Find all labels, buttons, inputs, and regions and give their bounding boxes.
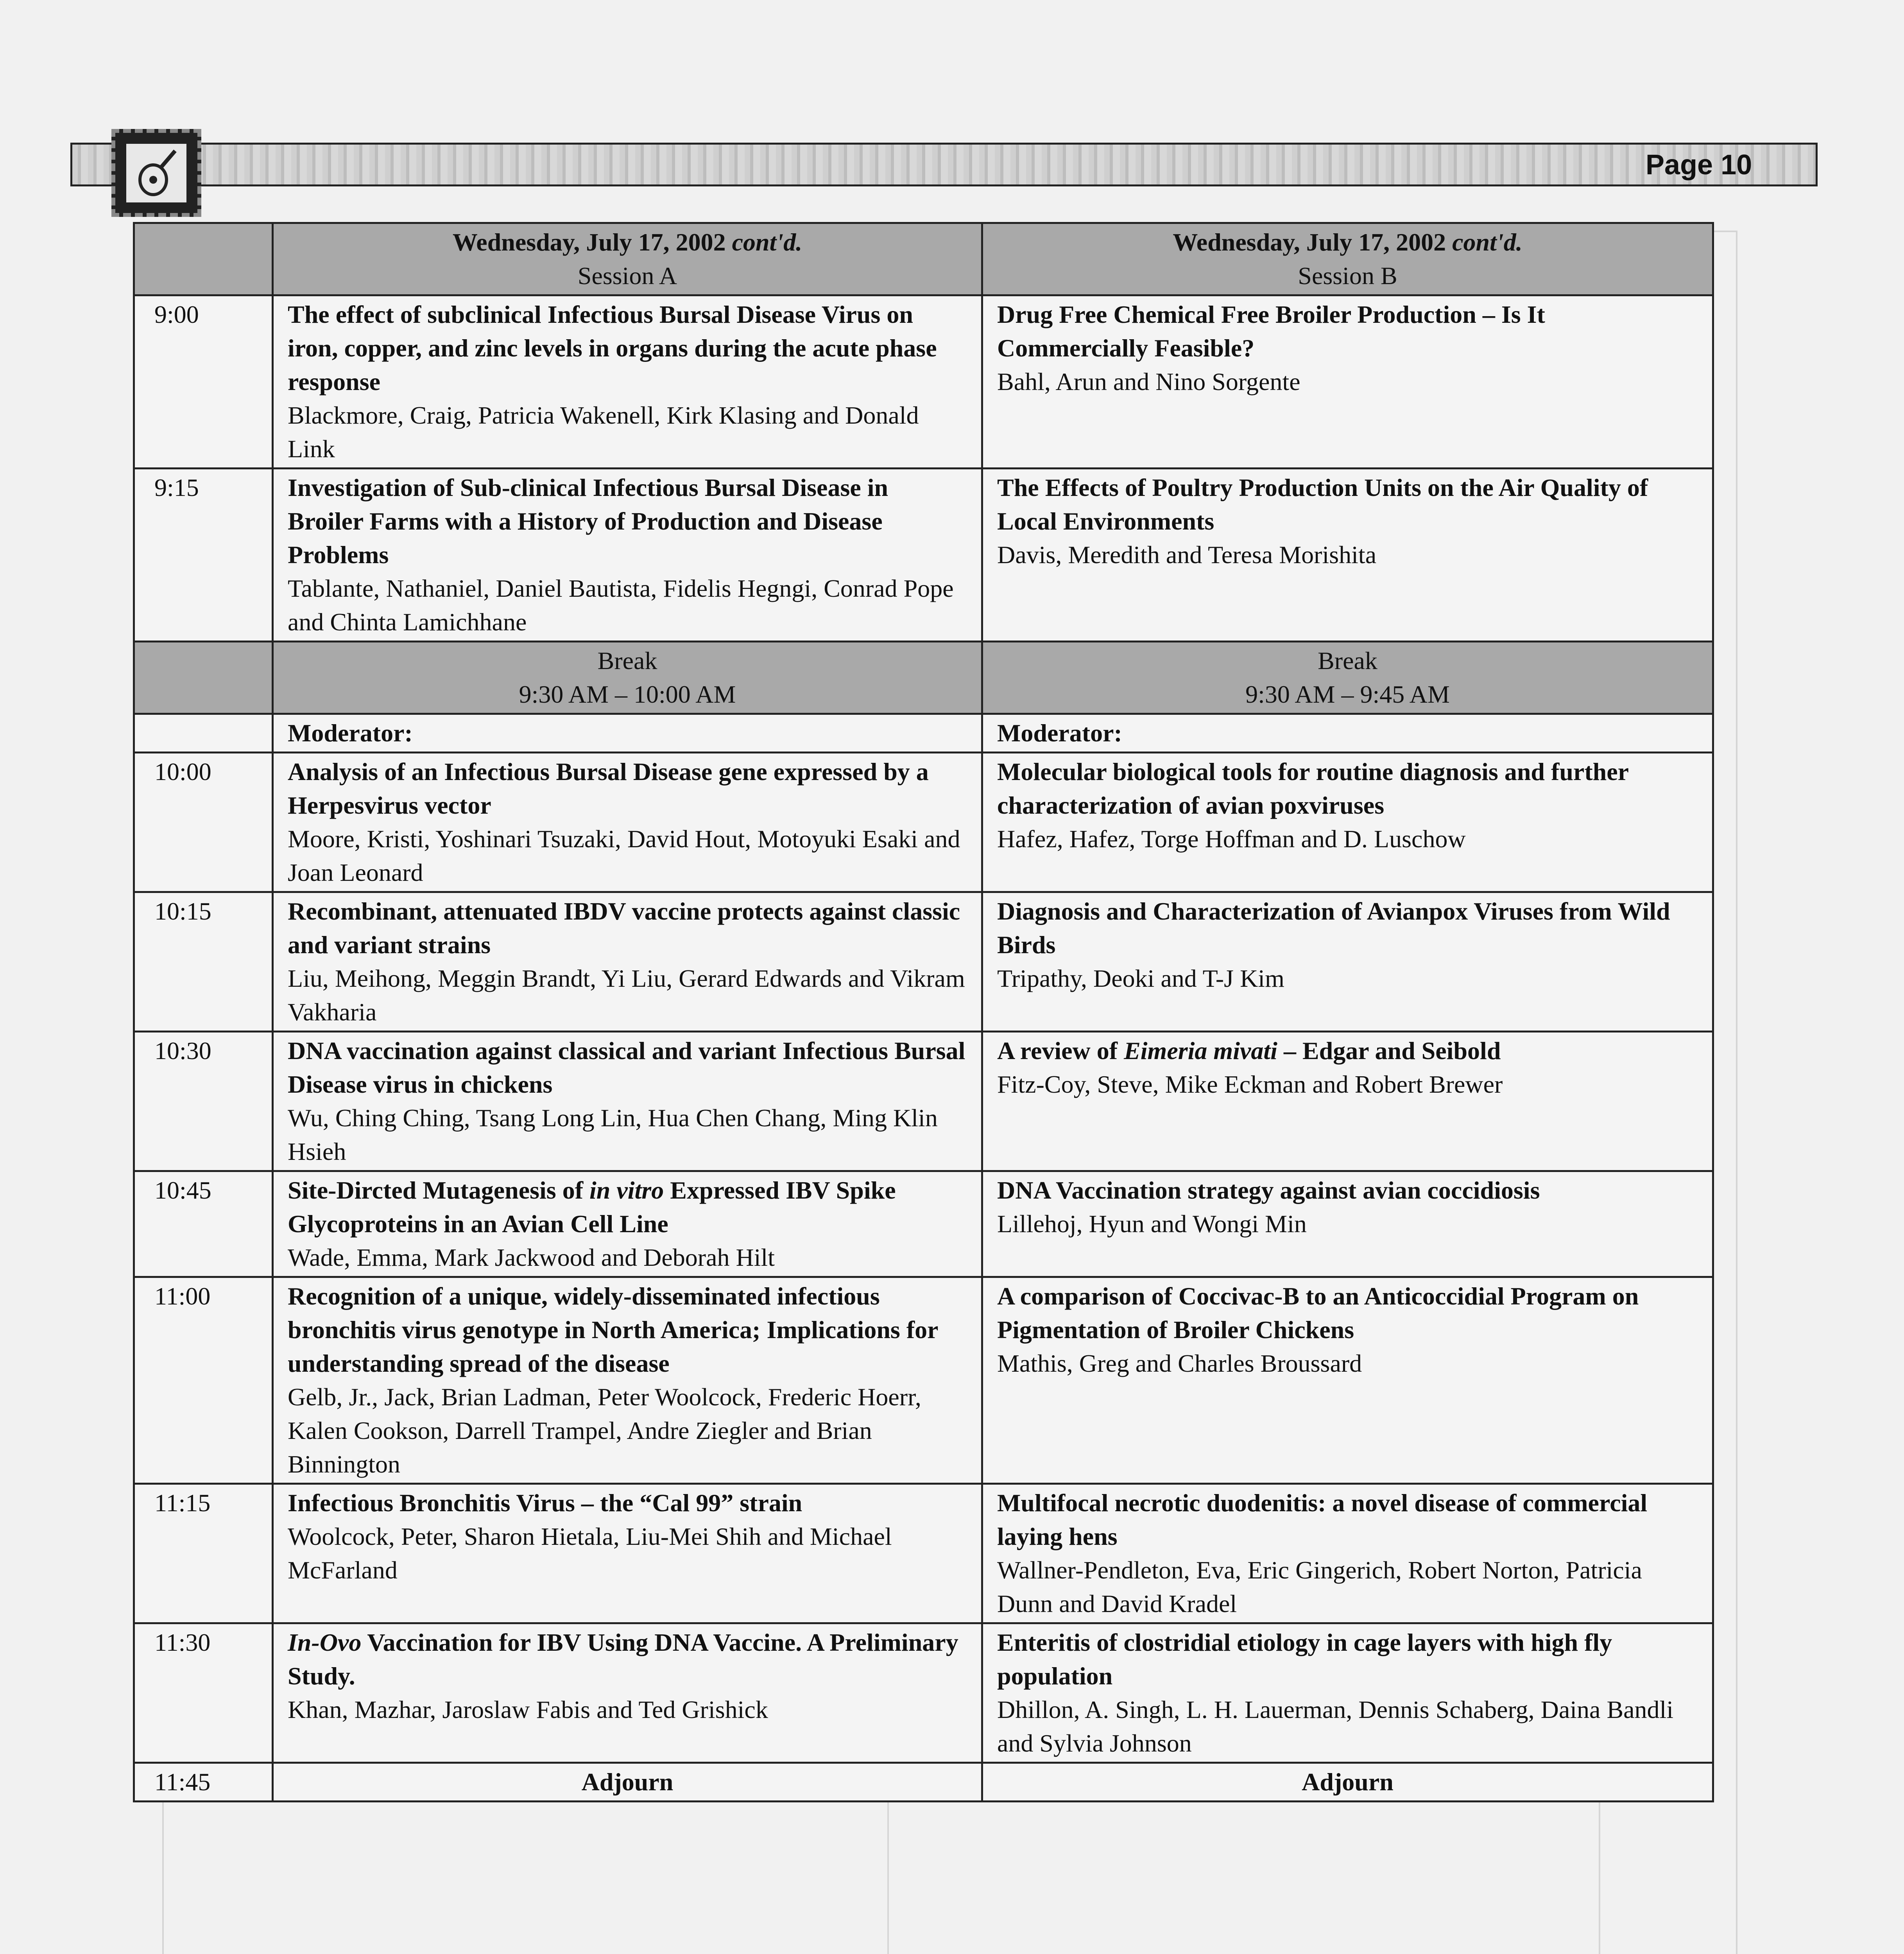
session-b-cell	[982, 469, 1713, 642]
talk-title: Enteritis of clostridial etiology in cage layers with high fly population	[997, 1628, 1612, 1690]
break-a-cell	[273, 642, 982, 714]
session-b-cell	[982, 753, 1713, 892]
talk-authors: Wu, Ching Ching, Tsang Long Lin, Hua Chen Chang, Ming Klin Hsieh	[288, 1104, 938, 1165]
talk-title	[997, 1034, 1698, 1068]
time-cell: 10:45	[134, 1171, 273, 1277]
talk-title: Drug Free Chemical Free Broiler Production – Is It Commercially Feasible?	[997, 301, 1545, 362]
talk-title: Analysis of an Infectious Bursal Disease gene expressed by a Herpesvirus vector	[288, 758, 929, 819]
talk-authors: Davis, Meredith and Teresa Morishita	[997, 541, 1377, 569]
talk-authors: Lillehoj, Hyun and Wongi Min	[997, 1210, 1307, 1238]
header-band	[70, 143, 1818, 186]
talk-authors: Hafez, Hafez, Torge Hoffman and D. Luschow	[997, 825, 1466, 853]
contd-label-b: cont'd.	[1452, 228, 1522, 256]
time-cell: 11:00	[134, 1277, 273, 1484]
guitar-logo-icon	[111, 129, 201, 217]
session-a-cell	[273, 469, 982, 642]
talk-title: Investigation of Sub-clinical Infectious Bursal Disease in Broiler Farms with a History of Production and Disease Problems	[288, 474, 888, 569]
day-label-b: Wednesday, July 17, 2002	[1173, 228, 1446, 256]
table-row	[134, 1623, 1713, 1763]
adjourn-row	[134, 1763, 1713, 1802]
break-label: Break	[597, 647, 657, 675]
schedule-table	[133, 222, 1714, 1802]
table-row	[134, 753, 1713, 892]
talk-title: The Effects of Poultry Production Units on the Air Quality of Local Environments	[997, 474, 1648, 535]
talk-title: Recombinant, attenuated IBDV vaccine protects against classic and variant strains	[288, 897, 960, 959]
table-header-row	[134, 223, 1713, 295]
title-text: Site-Dircted Mutagenesis of	[288, 1176, 589, 1204]
session-a-cell	[273, 1032, 982, 1171]
session-b-cell	[982, 1277, 1713, 1484]
title-text: A review of	[997, 1037, 1124, 1065]
table-row	[134, 1171, 1713, 1277]
session-b-cell	[982, 1032, 1713, 1171]
session-b-cell	[982, 1623, 1713, 1763]
talk-authors: Woolcock, Peter, Sharon Hietala, Liu-Mei Shih and Michael McFarland	[288, 1523, 892, 1584]
talk-title: Diagnosis and Characterization of Avianpox Viruses from Wild Birds	[997, 897, 1670, 959]
session-a-label: Session A	[577, 262, 677, 290]
session-b-cell	[982, 1484, 1713, 1623]
break-time: 9:30 AM – 10:00 AM	[519, 680, 736, 708]
header-time-cell	[134, 223, 273, 295]
time-cell: 9:00	[134, 295, 273, 469]
talk-authors: Gelb, Jr., Jack, Brian Ladman, Peter Woolcock, Frederic Hoerr, Kalen Cookson, Darrell Trampel, Andre Ziegler and Brian Binnington	[288, 1383, 921, 1478]
table-row	[134, 1277, 1713, 1484]
talk-authors: Blackmore, Craig, Patricia Wakenell, Kirk Klasing and Donald Link	[288, 401, 919, 463]
moderator-b: Moderator:	[982, 714, 1713, 753]
session-a-cell	[273, 1623, 982, 1763]
time-cell	[134, 714, 273, 753]
title-italic: in vitro	[589, 1176, 664, 1204]
table-row	[134, 469, 1713, 642]
time-cell: 11:45	[134, 1763, 273, 1802]
session-a-cell	[273, 295, 982, 469]
adjourn-a: Adjourn	[273, 1763, 982, 1802]
table-row	[134, 295, 1713, 469]
talk-authors: Tripathy, Deoki and T-J Kim	[997, 964, 1284, 992]
session-a-cell	[273, 753, 982, 892]
title-text: Expressed IBV Spike Glycoproteins in an Avian Cell Line	[288, 1176, 896, 1238]
time-cell: 11:15	[134, 1484, 273, 1623]
table-row	[134, 1032, 1713, 1171]
session-a-cell	[273, 1484, 982, 1623]
time-cell: 11:30	[134, 1623, 273, 1763]
talk-authors: Bahl, Arun and Nino Sorgente	[997, 368, 1300, 395]
session-a-cell	[273, 1277, 982, 1484]
title-text: Vaccination for IBV Using DNA Vaccine. A Preliminary Study.	[288, 1628, 958, 1690]
talk-title	[288, 1174, 967, 1241]
talk-authors: Dhillon, A. Singh, L. H. Lauerman, Dennis Schaberg, Daina Bandli and Sylvia Johnson	[997, 1696, 1674, 1757]
table-row	[134, 1484, 1713, 1623]
moderator-a: Moderator:	[273, 714, 982, 753]
title-text: – Edgar and Seibold	[1277, 1037, 1501, 1065]
break-time: 9:30 AM – 9:45 AM	[1245, 680, 1450, 708]
session-a-header	[273, 223, 982, 295]
talk-title: Recognition of a unique, widely-disseminated infectious bronchitis virus genotype in North America; Implications for understanding spread of the disease	[288, 1282, 938, 1377]
moderator-row	[134, 714, 1713, 753]
session-b-cell	[982, 1171, 1713, 1277]
talk-title	[288, 1626, 967, 1693]
session-b-label: Session B	[1298, 262, 1397, 290]
talk-authors: Tablante, Nathaniel, Daniel Bautista, Fidelis Hegngi, Conrad Pope and Chinta Lamichhane	[288, 574, 954, 636]
break-row	[134, 642, 1713, 714]
table-row	[134, 892, 1713, 1032]
day-label-a: Wednesday, July 17, 2002	[452, 228, 726, 256]
talk-authors: Khan, Mazhar, Jaroslaw Fabis and Ted Grishick	[288, 1696, 768, 1723]
talk-title: DNA vaccination against classical and variant Infectious Bursal Disease virus in chickens	[288, 1037, 965, 1098]
session-a-cell	[273, 1171, 982, 1277]
talk-title: Multifocal necrotic duodenitis: a novel disease of commercial laying hens	[997, 1489, 1648, 1550]
time-cell: 10:15	[134, 892, 273, 1032]
session-b-header	[982, 223, 1713, 295]
talk-authors: Fitz-Coy, Steve, Mike Eckman and Robert Brewer	[997, 1070, 1503, 1098]
session-a-cell	[273, 892, 982, 1032]
talk-title: The effect of subclinical Infectious Bursal Disease Virus on iron, copper, and zinc levels in organs during the acute phase response	[288, 301, 937, 395]
title-italic: Eimeria mivati	[1124, 1037, 1277, 1065]
talk-authors: Liu, Meihong, Meggin Brandt, Yi Liu, Gerard Edwards and Vikram Vakharia	[288, 964, 965, 1026]
talk-authors: Wade, Emma, Mark Jackwood and Deborah Hilt	[288, 1244, 775, 1271]
time-cell: 10:00	[134, 753, 273, 892]
page-number: Page 10	[1646, 149, 1752, 181]
talk-authors: Moore, Kristi, Yoshinari Tsuzaki, David Hout, Motoyuki Esaki and Joan Leonard	[288, 825, 960, 886]
title-italic: In-Ovo	[288, 1628, 362, 1656]
contd-label-a: cont'd.	[732, 228, 802, 256]
time-cell: 9:15	[134, 469, 273, 642]
talk-title: A comparison of Coccivac-B to an Anticoccidial Program on Pigmentation of Broiler Chickens	[997, 1282, 1639, 1344]
break-label: Break	[1318, 647, 1377, 675]
adjourn-b: Adjourn	[982, 1763, 1713, 1802]
time-cell: 10:30	[134, 1032, 273, 1171]
talk-title: DNA Vaccination strategy against avian coccidiosis	[997, 1176, 1540, 1204]
talk-title: Molecular biological tools for routine diagnosis and further characterization of avian poxviruses	[997, 758, 1628, 819]
break-b-cell	[982, 642, 1713, 714]
talk-authors: Mathis, Greg and Charles Broussard	[997, 1349, 1362, 1377]
talk-authors: Wallner-Pendleton, Eva, Eric Gingerich, Robert Norton, Patricia Dunn and David Kradel	[997, 1556, 1642, 1618]
break-time-cell	[134, 642, 273, 714]
session-b-cell	[982, 892, 1713, 1032]
session-b-cell	[982, 295, 1713, 469]
talk-title: Infectious Bronchitis Virus – the “Cal 99” strain	[288, 1489, 802, 1517]
